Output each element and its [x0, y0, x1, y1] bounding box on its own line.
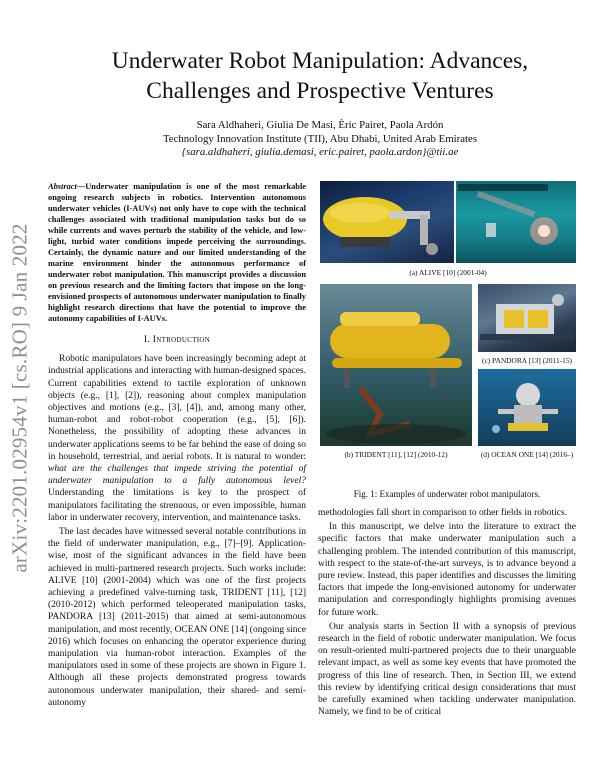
right-column [318, 181, 576, 720]
figure-caption-d: (d) OCEAN ONE [14] (2016–) [480, 450, 574, 459]
author-block [60, 119, 580, 160]
figure-caption-b: (b) TRIDENT [11], [12] (2010-12) [344, 450, 448, 459]
alive-underwater-image [456, 181, 576, 263]
paper-title [60, 46, 580, 106]
section-heading-text: I. Introduction [143, 334, 211, 345]
intro-p1-question: what are the challenges that impede striving the potential of underwater manipulation to a fully autonomous level? [48, 464, 306, 487]
left-column [48, 181, 306, 711]
title-line-1: Underwater Robot Manipulation: Advances, [111, 48, 529, 74]
author-affiliation: Technology Innovation Institute (TII), Abu Dhabi, United Arab Emirates [162, 132, 478, 145]
arxiv-identifier [6, 208, 34, 588]
arxiv-identifier-text: arXiv:2201.02954v1 [cs.RO] 9 Jan 2022 [7, 223, 32, 573]
author-names: Sara Aldhaheri, Giulia De Masi, Èric Pairet, Paola Ardón [196, 119, 444, 131]
abstract-lead: Abstract [48, 182, 77, 191]
ocean-one-robot-image [478, 369, 576, 446]
trident-robot-image [320, 284, 472, 446]
figure-caption-a: (a) ALIVE [10] (2001-04) [409, 268, 487, 277]
intro-paragraph-2: The last decades have witnessed several notable contributions in the field of underwater manipulation, e.g., [7]–[9]. Application-wise, most of the significant advances in the field have been achieved in multi-partnered research projects. Such works include: ALIVE [10] (2001-2004) which was one of the first projects achieving a predefined valve-turning task, TRIDENT [11], [12] (2010-2012) which performed teleoperated manipulation tasks, PANDORA [13] (2011-2015) that aimed at semi-autonomous manipulation, and most recently, OCEAN ONE [14] (ongoing since 2016) which focuses on enhancing the operator experience during manipulation via human-robot interaction. Examples of the manipulators used in some of these projects are shown in Figure 1. Although all these projects demonstrated progress towards autonomous underwater manipulation, their shared- and semi-autonomy [48, 527, 306, 708]
right-column-text [318, 507, 576, 718]
figure-1 [318, 181, 576, 501]
intro-p1-text-a: Robotic manipulators have been increasingly becoming adept at industrial applications and interacting with human-designed spaces. Current capabilities extend to tactile exploration of unknown objects (e.g., [1], [2]), reasoning about complex manipulation objectives and motions (e.g., [3], [4]), and, among many other, human-robot and robot-robot cooperation (e.g., [5], [6]). Nonetheless, the possibility of adopting these advances in underwater applications seems to be far behind the ease of doing so in household, terrestrial, and aerial robots. It is natural to wonder: [48, 354, 306, 462]
alive-robot-image [320, 181, 454, 263]
title-line-2: Challenges and Prospective Ventures [146, 78, 494, 104]
intro-p1-text-b: Understanding the limitations is key to the prospect of manipulators facilitating the strenuous, or even impossible, human labor in underwater recovery, intervention, and maintenance tasks. [48, 488, 306, 523]
abstract-text: —Underwater manipulation is one of the most remarkable ongoing research subjects in robotics. Intervention autonomous underwater vehicles (I-AUVs) not only have to cope with the technical challenges associated with traditional manipulation tasks but do so while currents and waves perturb the stability of the vehicle, and low-light, turbid water conditions impede perceiving the surroundings. Certainly, the dynamic nature and our limited understanding of the marine environment hinder the autonomous performance of underwater robot manipulation. This manuscript provides a discussion on previous research and the limiting factors that impose on the long-envisioned prospects of autonomous underwater manipulation to finally highlight research directions that have the potential to improve the autonomy capabilities of I-AUVs. [48, 182, 306, 323]
pandora-robot-image [478, 284, 576, 352]
figure-1-caption: Fig. 1: Examples of underwater robot manipulators. [353, 489, 541, 499]
right-paragraph-0: methodologies fall short in comparison to other fields in robotics. [318, 508, 568, 518]
figure-caption-c: (c) PANDORA [13] (2011-15) [482, 356, 572, 365]
section-heading-introduction [48, 334, 306, 346]
intro-paragraph-1 [48, 353, 306, 524]
abstract [48, 181, 306, 324]
right-paragraph-1: In this manuscript, we delve into the literature to extract the specific factors that make underwater manipulation such a challenging problem. The intended contribution of this manuscript, with respect to the state-of-the-art surveys, is to advance beyond a pure review. Instead, this paper identifies and discusses the limiting factors that impede the long-envisioned autonomy for underwater manipulation and correspondingly highlights promising avenues for future work. [318, 522, 576, 618]
author-emails: {sara.aldhaheri, giulia.demasi, eric.pairet, paola.ardon}@tii.ae [181, 146, 459, 158]
right-paragraph-2: Our analysis starts in Section II with a synopsis of previous research in the field of robotic underwater manipulation. We focus on result-oriented multi-partnered projects due to their unarguable relevant impact, as well as some key events that have promoted the progress of this line of research. Then, in Section III, we extend this review by identifying critical design considerations that must be carefully examined when tackling underwater manipulation. Namely, we find to be of critical [318, 621, 576, 718]
